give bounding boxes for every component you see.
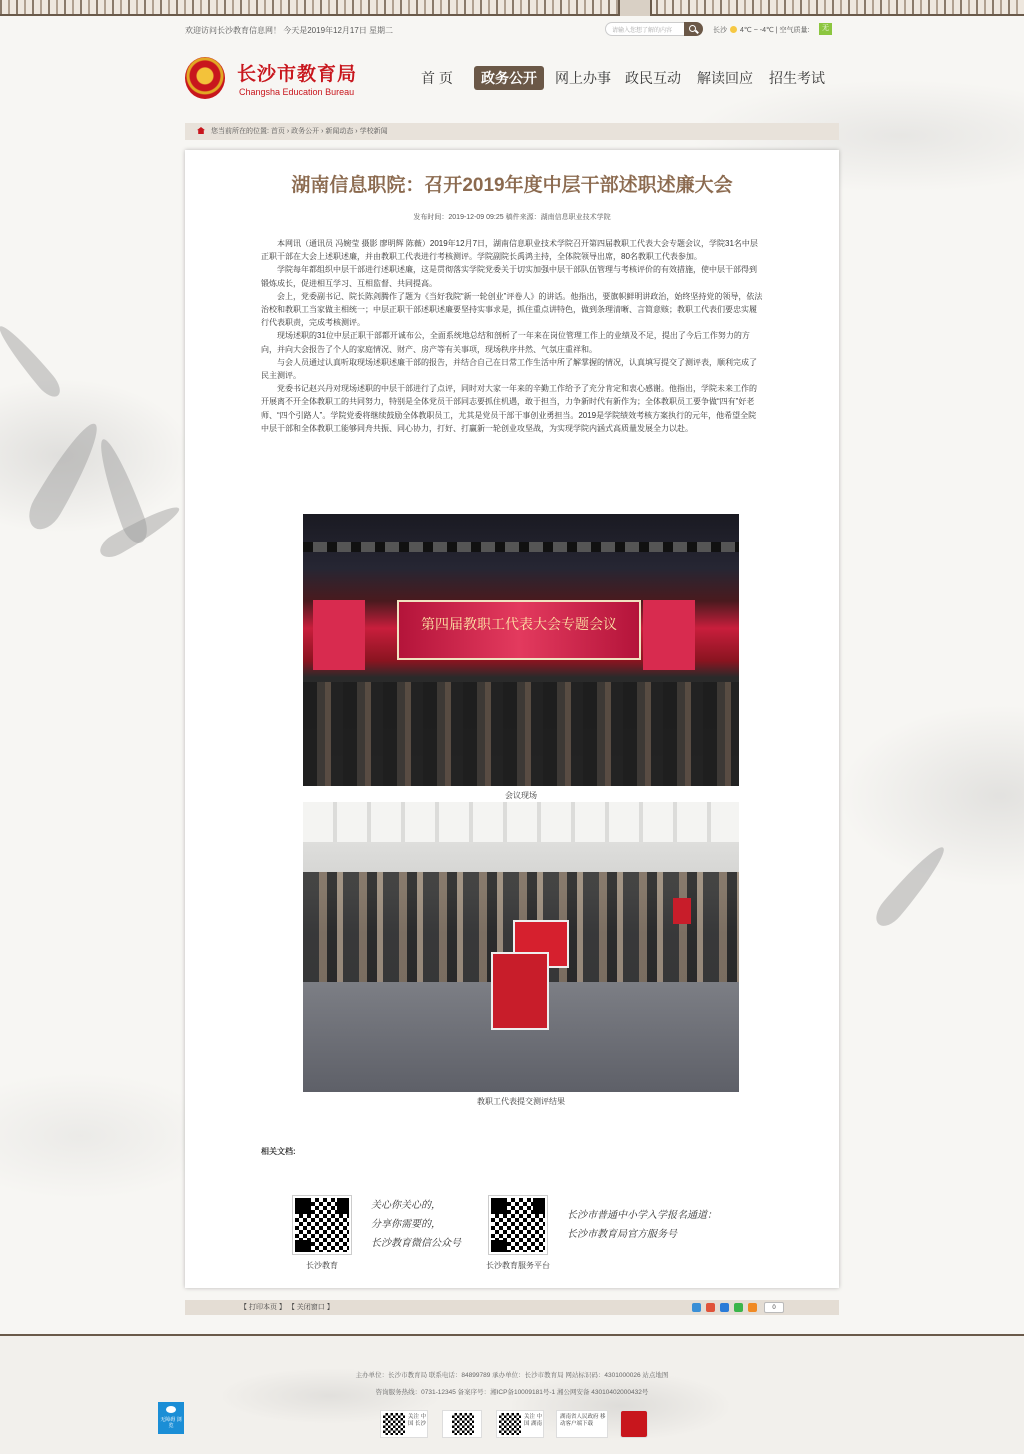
nav-interpretation[interactable]: 解读回应 xyxy=(697,70,753,86)
air-quality-badge: 无 xyxy=(819,23,832,35)
air-quality-label: 空气质量: xyxy=(779,27,810,34)
top-bar xyxy=(185,20,839,40)
weather-temp: 4℃ ~ -4℃ xyxy=(740,27,774,34)
search-input[interactable]: 请输入您想了解的内容 xyxy=(605,22,685,36)
search-icon[interactable] xyxy=(684,22,703,36)
paragraph: 现场述职的31位中层正职干部都开诚布公，全面系统地总结和剖析了一年来在岗位管理工作上的业绩及不足，提出了今后工作努力的方向，并向大会报告了个人的家庭情况、财产、房产等有关事项，现场秩序井然、气氛庄重祥和。 xyxy=(261,331,750,354)
slogan-line: 分享你需要的， xyxy=(371,1219,441,1230)
service-qr-code xyxy=(489,1196,547,1254)
top-decorative-band xyxy=(0,0,1024,16)
welcome-text: 欢迎访问长沙教育信息网！ 今天是2019年12月17日 星期二 xyxy=(185,26,394,35)
share-weibo-icon[interactable] xyxy=(706,1303,715,1312)
qr-caption: 长沙教育 xyxy=(306,1261,338,1270)
photo-caption: 教职工代表提交测评结果 xyxy=(477,1097,565,1106)
qr-caption: 长沙教育服务平台 xyxy=(486,1261,550,1270)
close-link[interactable]: 【 关闭窗口 】 xyxy=(287,1304,334,1311)
home-icon xyxy=(197,127,205,134)
meeting-photo xyxy=(303,514,739,786)
weather-widget: 长沙 4℃ ~ -4℃ | 空气质量: xyxy=(713,27,810,34)
slogan-line: 长沙市教育局官方服务号 xyxy=(567,1229,677,1240)
stage-lights xyxy=(303,542,739,552)
paragraph: 本网讯（通讯员 冯婉莹 摄影 廖明辉 陈薇）2019年12月7日，湖南信息职业技术学院召开第四届教职工代表大会专题会议，学院31名中层正职干部在大会上述职述廉，并由教职工代表进行考核测评。学院副院长禹鸿主持，全体院领导出席，80名教职工代表参加。 xyxy=(261,239,758,262)
article-title: 湖南信息职院：召开2019年度中层干部述职述廉大会 xyxy=(291,175,733,196)
badge-text: 关注 中国 长沙 xyxy=(408,1414,427,1427)
nav-interaction[interactable]: 政民互动 xyxy=(625,70,681,86)
promo-slogan xyxy=(371,1196,461,1253)
share-renren-icon[interactable] xyxy=(720,1303,729,1312)
share-wechat-icon[interactable] xyxy=(734,1303,743,1312)
qr-icon xyxy=(499,1413,521,1435)
side-banner xyxy=(643,600,695,670)
paragraph: 会上，党委副书记、院长陈剑腾作了题为《当好我院“新一轮创业”评卷人》的讲话。他指出，要旗帜鲜明讲政治，始终坚持党的领导，依法治校和教职工当家做主相统一；中层正职干部述职述廉要坚持实事求是，抓住重点讲特色，做到条理清晰、言简意赅；教职工代表们要忠实履行代表职责，完成考核测评。 xyxy=(261,291,763,328)
stage-screen xyxy=(397,600,641,660)
sun-icon xyxy=(730,26,737,33)
breadcrumb-links[interactable]: 首页 › 政务公开 › 新闻动态 › 学校新闻 xyxy=(270,128,388,135)
paragraph: 与会人员通过认真听取现场述职述廉干部的报告，并结合自己在日常工作生活中所了解掌握的情况，认真填写提交了测评表，顺利完成了民主测评。 xyxy=(261,357,757,381)
site-logo[interactable] xyxy=(185,57,365,101)
hunan-gov-app-badge[interactable] xyxy=(556,1410,608,1438)
band-knot-ornament xyxy=(618,0,652,16)
slogan-line: 长沙教育微信公众号 xyxy=(371,1238,461,1249)
nav-enrollment[interactable]: 招生考试 xyxy=(769,70,825,86)
nav-online-service[interactable]: 网上办事 xyxy=(555,70,611,86)
party-emblem-badge[interactable] xyxy=(620,1410,648,1438)
stage-screen-text: 第四届教职工代表大会专题会议 xyxy=(421,616,617,632)
bamboo-leaf xyxy=(0,321,65,402)
paragraph: 党委书记赵兴丹对现场述职的中层干部进行了点评，同时对大家一年来的辛勤工作给予了充分肯定和衷心感谢。他指出，学院未来工作的开展离不开全体教职工的共同努力，特别是全体党员干部同志要抓住机遇，敢于担当，力争新时代有新作为；全体教职员工要争做“四有”好老师、“四个引路人”。学院党委将继续鼓励全体教职员工，尤其是党员干部干事创业勇担当。2019是学院绩效考核方案执行的元年，他希望全院中层干部和全体教职工能够同舟共振、同心协力，打好、打赢新一轮创业攻坚战，为实现学院内涵式高质量发展全力以赴。 xyxy=(261,384,757,433)
slogan-line: 长沙市普通中小学入学报名通道： xyxy=(567,1210,717,1221)
logo-chinese: 长沙市教育局 xyxy=(237,64,358,85)
paragraph: 学院每年都组织中层干部进行述职述廉，这是贯彻落实学院党委关于切实加强中层干部队伍管理与考核评价的有效措施，使中层干部得到锻炼成长，促进相互学习、互相监督、共同提高。 xyxy=(261,265,757,288)
share-count: 0 xyxy=(764,1302,784,1313)
bamboo-leaf xyxy=(22,417,108,536)
ballot-photo xyxy=(303,802,739,1092)
promo-slogan xyxy=(567,1206,717,1244)
related-docs-label: 相关文档: xyxy=(261,1147,296,1156)
footer-record: 咨询服务热线：0731-12345 备案序号：湘ICP备10009181号-1 湘公网安备 43010402000432号 xyxy=(375,1389,649,1396)
follow-changsha-badge[interactable] xyxy=(380,1410,428,1438)
share-more-icon[interactable] xyxy=(748,1303,757,1312)
nav-home[interactable]: 首 页 xyxy=(421,70,453,86)
article-meta: 发布时间：2019-12-09 09:25 稿件来源：湖南信息职业技术学院 xyxy=(413,214,611,221)
nav-gov-affairs[interactable]: 政务公开 xyxy=(474,66,544,90)
qr-icon xyxy=(383,1413,405,1435)
weather-city: 长沙 xyxy=(713,27,727,34)
photo-caption: 会议现场 xyxy=(505,791,537,800)
accessibility-button[interactable]: 无障碍 浏览 xyxy=(158,1402,184,1434)
footer-info: 主办单位：长沙市教育局 联系电话：84899789 承办单位：长沙市教育局 网站标识码：4301000026 站点地图 xyxy=(355,1372,669,1379)
audience xyxy=(303,682,739,786)
national-emblem-icon xyxy=(185,57,225,99)
article-body xyxy=(261,237,763,435)
logo-english: Changsha Education Bureau xyxy=(239,87,355,97)
print-link[interactable]: 【 打印本页 】 xyxy=(240,1304,286,1311)
article-actions xyxy=(185,1300,839,1315)
share-qzone-icon[interactable] xyxy=(692,1303,701,1312)
ballot-box xyxy=(673,898,691,924)
ceiling xyxy=(303,802,739,842)
follow-hunan-badge[interactable] xyxy=(496,1410,544,1438)
badge-text: 湖南省人民政府 移动客户端下载 xyxy=(560,1414,606,1427)
breadcrumb-label: 您当前所在的位置: xyxy=(211,128,269,135)
ballot-box xyxy=(491,952,549,1030)
side-banner xyxy=(313,600,365,670)
qr-badge[interactable] xyxy=(442,1410,482,1438)
slogan-line: 关心你关心的， xyxy=(371,1200,441,1211)
bamboo-leaf xyxy=(870,841,951,932)
wechat-qr-code xyxy=(293,1196,351,1254)
badge-text: 关注 中国 湖南 xyxy=(524,1414,543,1427)
qr-icon xyxy=(452,1413,474,1435)
breadcrumb xyxy=(185,123,839,140)
article-panel xyxy=(185,150,839,1288)
